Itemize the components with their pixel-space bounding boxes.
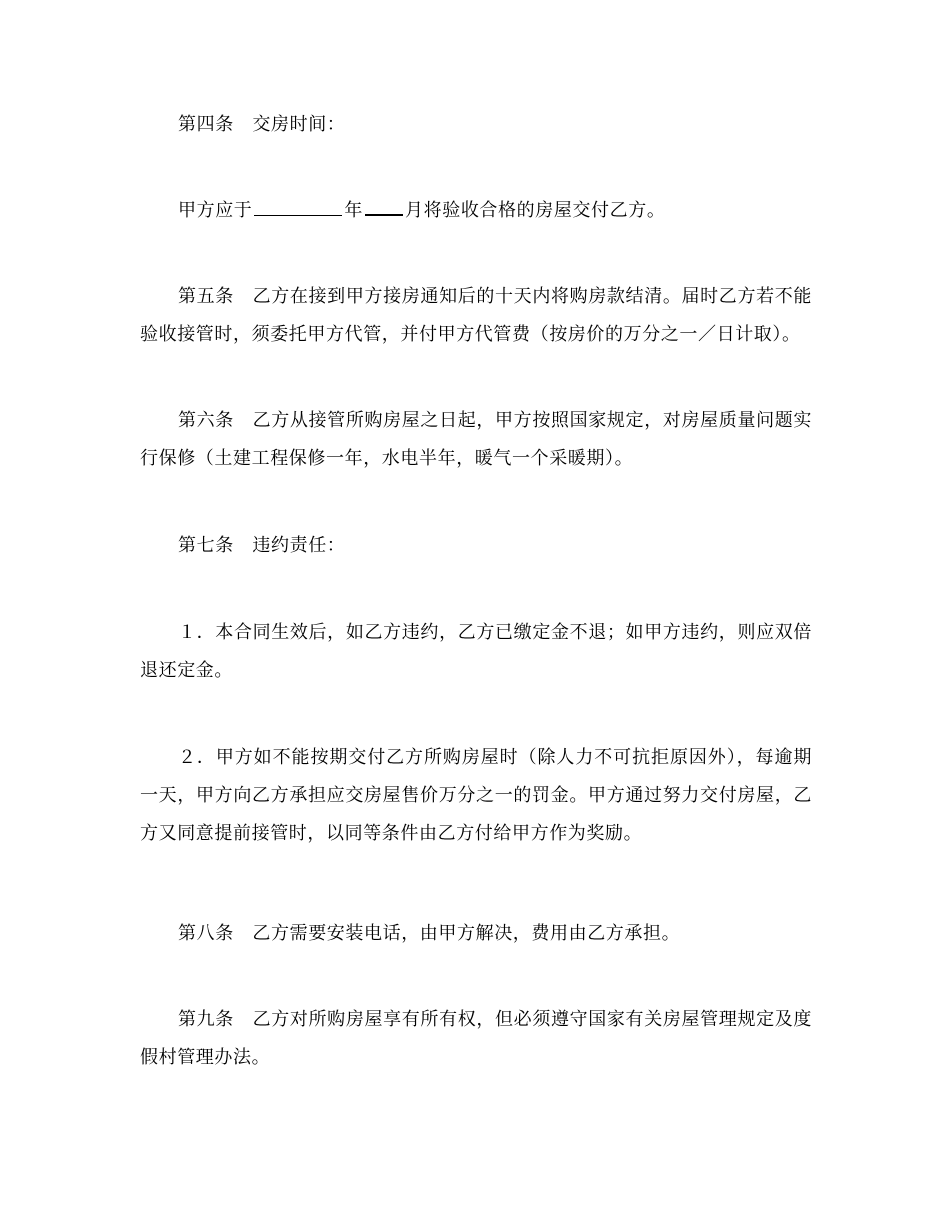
article-7-item-2: ２．甲方如不能按期交付乙方所购房屋时（除人力不可抗拒原因外），每逾期一天，甲方向乙方承担应交房屋售价万分之一的罚金。甲方通过努力交付房屋，乙方又同意提前接管时，以同等条件由乙方付给甲方作为奖励。 — [140, 747, 812, 844]
article-4-title: 第四条 交房时间： — [178, 114, 346, 135]
article-4-suffix: 月将验收合格的房屋交付乙方。 — [405, 200, 666, 221]
month-blank — [365, 213, 403, 216]
article-4-body — [140, 192, 812, 230]
article-7-title: 第七条 违约责任： — [178, 535, 346, 556]
article-6: 第六条 乙方从接管所购房屋之日起，甲方按照国家规定，对房屋质量问题实行保修（土建工程保修一年，水电半年，暖气一个采暖期）。 — [140, 410, 812, 469]
year-blank — [254, 214, 342, 216]
article-5: 第五条 乙方在接到甲方接房通知后的十天内将购房款结清。届时乙方若不能验收接管时，须委托甲方代管，并付甲方代管费（按房价的万分之一／日计取）。 — [140, 286, 812, 345]
article-8: 第八条 乙方需要安装电话，由甲方解决，费用由乙方承担。 — [178, 923, 681, 944]
article-9: 第九条 乙方对所购房屋享有所有权，但必须遵守国家有关房屋管理规定及度假村管理办法。 — [140, 1009, 812, 1068]
article-7-item-1: １．本合同生效后，如乙方违约，乙方已缴定金不退；如甲方违约，则应双倍退还定金。 — [140, 622, 812, 681]
article-4-year-label: 年 — [344, 200, 364, 221]
article-4-prefix: 甲方应于 — [178, 200, 253, 221]
